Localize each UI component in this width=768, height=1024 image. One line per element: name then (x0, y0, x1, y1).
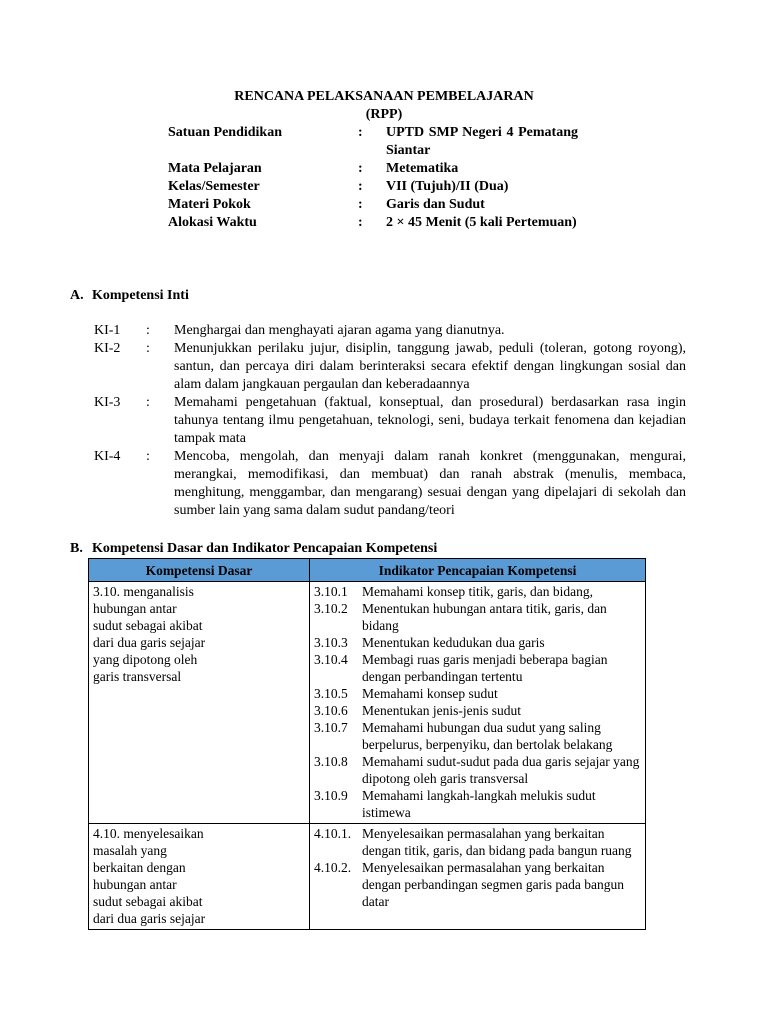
info-colon: : (358, 179, 363, 194)
indicator-text: Membagi ruas garis menjadi beberapa bagian dengan perbandingan tertentu (362, 652, 608, 684)
indicator-item (314, 600, 641, 634)
section-a-heading (70, 287, 189, 305)
section-b-heading (70, 540, 437, 558)
indicator-item (314, 859, 641, 910)
indicator-number: 3.10.9 (314, 788, 348, 803)
kd-text: 3.10. menganalisis hubungan antar sudut sebagai akibat dari dua garis sejajar yang dipotong oleh garis transversal (93, 584, 206, 684)
indicator-text: Menyelesaikan permasalahan yang berkaitan dengan perbandingan segmen garis pada bangun datar (362, 860, 625, 909)
ki-code: KI-3 (94, 395, 121, 410)
info-row (168, 160, 578, 178)
ki-code: KI-4 (94, 449, 121, 464)
document-title: RENCANA PELAKSANAAN PEMBELAJARAN (234, 89, 534, 104)
table-header-row (89, 559, 646, 582)
section-a-letter: A. (70, 288, 84, 303)
indicator-item (314, 685, 641, 702)
ki-text: Menunjukkan perilaku jujur, disiplin, tanggung jawab, peduli (toleran, gotong royong), santun, dan percaya diri dalam berinteraksi secara efektif dengan lingkungan sosial dan alam dalam jangkauan pergaulan dan keberadaannya (174, 341, 686, 392)
identity-block (168, 124, 578, 232)
kd-cell (89, 582, 310, 824)
kd-text: 4.10. menyelesaikan masalah yang berkaitan dengan hubungan antar sudut sebagai akibat dari dua garis sejajar (93, 826, 206, 926)
info-colon: : (358, 125, 363, 140)
indicator-number: 3.10.1 (314, 584, 348, 599)
indicator-text: Memahami sudut-sudut pada dua garis sejajar yang dipotong oleh garis transversal (362, 754, 640, 786)
indicator-number: 3.10.2 (314, 601, 348, 616)
ki-colon: : (146, 341, 150, 356)
indicator-number: 3.10.3 (314, 635, 348, 650)
info-value: VII (Tujuh)/II (Dua) (386, 179, 509, 194)
table-header-kompetensi-dasar: Kompetensi Dasar (89, 559, 310, 582)
indicator-number: 3.10.6 (314, 703, 348, 718)
ki-item (94, 340, 686, 394)
indicator-item (314, 634, 641, 651)
indicator-text: Menentukan jenis-jenis sudut (362, 703, 521, 718)
indicator-number: 4.10.2. (314, 860, 352, 875)
ki-code: KI-2 (94, 341, 121, 356)
indicator-number: 3.10.5 (314, 686, 348, 701)
ki-text: Mencoba, mengolah, dan menyaji dalam ranah konkret (menggunakan, mengurai, merangkai, memodifikasi, dan membuat) dan ranah abstrak (menulis, membaca, menghitung, menggambar, dan mengarang) sesuai dengan yang dipelajari di sekolah dan sumber lain yang sama dalam sudut pandang/teori (174, 449, 686, 518)
kompetensi-inti-list (94, 322, 686, 520)
table-header-indikator: Indikator Pencapaian Kompetensi (310, 559, 646, 582)
info-label: Satuan Pendidikan (168, 125, 282, 140)
indicator-item (314, 787, 641, 821)
ki-text: Menghargai dan menghayati ajaran agama yang dianutnya. (174, 323, 505, 338)
indicator-cell (310, 582, 646, 824)
info-row (168, 124, 578, 160)
ki-colon: : (146, 449, 150, 464)
ki-item (94, 394, 686, 448)
indicator-text: Menentukan hubungan antara titik, garis, dan bidang (362, 601, 607, 633)
section-a-title: Kompetensi Inti (92, 288, 189, 303)
indicator-text: Menyelesaikan permasalahan yang berkaitan dengan titik, garis, dan bidang pada bangun ruang (362, 826, 632, 858)
indicator-item (314, 702, 641, 719)
info-label: Alokasi Waktu (168, 215, 257, 230)
info-colon: : (358, 161, 363, 176)
section-b-title: Kompetensi Dasar dan Indikator Pencapaian Kompetensi (92, 541, 438, 556)
info-colon: : (358, 197, 363, 212)
info-row (168, 196, 578, 214)
info-value: 2 × 45 Menit (5 kali Pertemuan) (386, 215, 577, 230)
indicator-number: 3.10.8 (314, 754, 348, 769)
ki-colon: : (146, 323, 150, 338)
indicator-number: 3.10.4 (314, 652, 348, 667)
ki-text: Memahami pengetahuan (faktual, konseptual, dan prosedural) berdasarkan rasa ingin tahunya tentang ilmu pengetahuan, teknologi, seni, budaya terkait fenomena dan kejadian tampak mata (174, 395, 686, 446)
ki-code: KI-1 (94, 323, 121, 338)
indicator-item (314, 719, 641, 753)
indicator-item (314, 583, 641, 600)
info-value: Metematika (386, 161, 459, 176)
indicator-text: Memahami konsep titik, garis, dan bidang, (362, 584, 593, 599)
info-value: Garis dan Sudut (386, 197, 485, 212)
kd-cell (89, 824, 310, 930)
info-label: Kelas/Semester (168, 179, 260, 194)
info-row (168, 178, 578, 196)
info-value: UPTD SMP Negeri 4 Pematang Siantar (386, 125, 578, 158)
ki-item (94, 448, 686, 520)
indicator-number: 4.10.1. (314, 826, 352, 841)
ki-colon: : (146, 395, 150, 410)
indicator-item (314, 753, 641, 787)
indicator-number: 3.10.7 (314, 720, 348, 735)
section-b-letter: B. (70, 541, 83, 556)
info-label: Mata Pelajaran (168, 161, 262, 176)
indicator-cell (310, 824, 646, 930)
table-row (89, 582, 646, 824)
info-colon: : (358, 215, 363, 230)
indicator-text: Memahami konsep sudut (362, 686, 498, 701)
table-row (89, 824, 646, 930)
info-row (168, 214, 578, 232)
document-subtitle: (RPP) (365, 107, 403, 122)
ki-item (94, 322, 686, 340)
info-label: Materi Pokok (168, 197, 251, 212)
indicator-item (314, 651, 641, 685)
indicator-text: Menentukan kedudukan dua garis (362, 635, 545, 650)
indicator-text: Memahami hubungan dua sudut yang saling berpelurus, berpenyiku, dan bertolak belakang (362, 720, 613, 752)
competency-table (88, 558, 646, 930)
indicator-item (314, 825, 641, 859)
indicator-text: Memahami langkah-langkah melukis sudut istimewa (362, 788, 596, 820)
